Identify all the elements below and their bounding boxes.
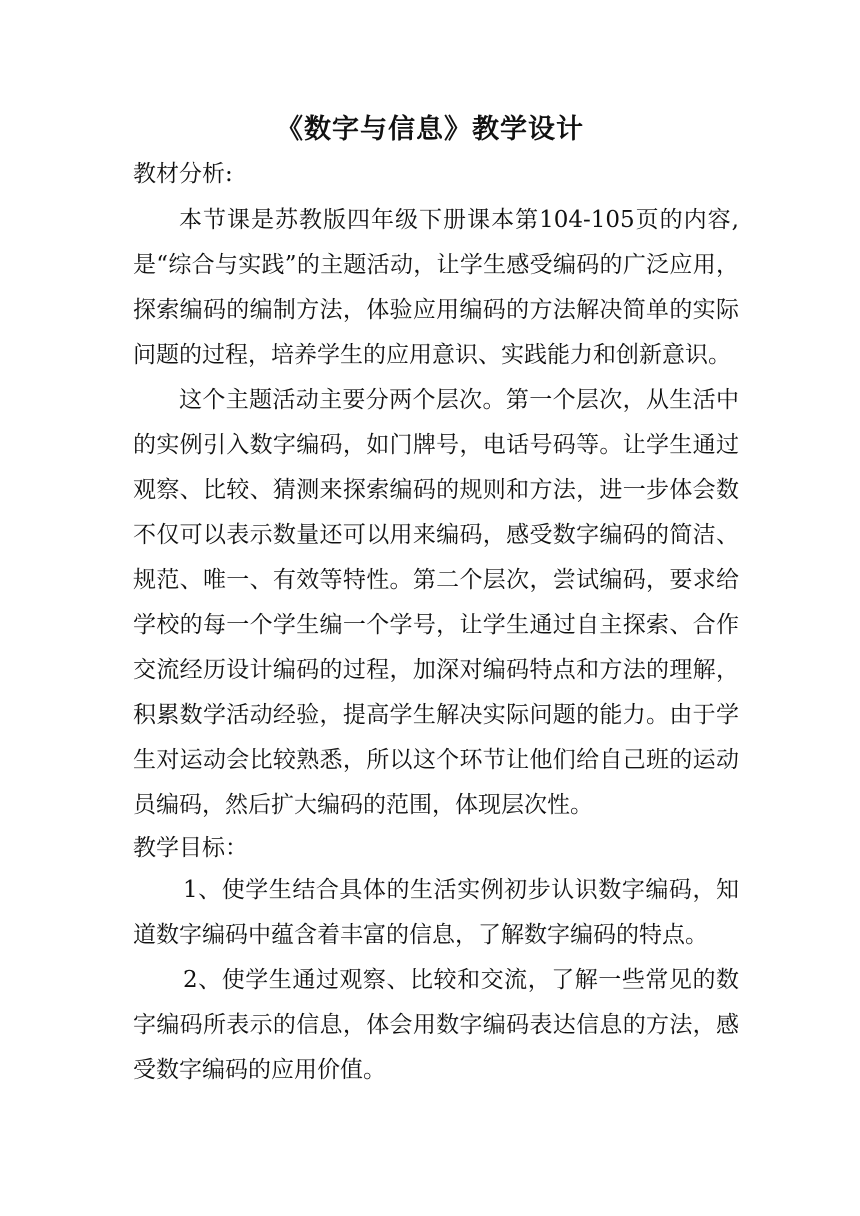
document-body <box>133 154 739 1093</box>
section-heading-material-analysis: 教材分析: <box>133 161 233 187</box>
material-analysis-paragraph-1: 本节课是苏教版四年级下册课本第104-105页的内容,是“综合与实践”的主题活动，让学生感受编码的广泛应用，探索编码的编制方法，体验应用编码的方法解决简单的实际问题的过程，培养学生的应用意识、实践能力和创新意识。 <box>133 207 739 368</box>
teaching-objective-1: 1、使学生结合具体的生活实例初步认识数字编码，知道数字编码中蕴含着丰富的信息，了解数字编码的特点。 <box>133 877 739 948</box>
document-title: 《数字与信息》教学设计 <box>276 114 584 145</box>
material-analysis-paragraph-2: 这个主题活动主要分两个层次。第一个层次，从生活中的实例引入数字编码，如门牌号，电话号码等。让学生通过观察、比较、猜测来探索编码的规则和方法，进一步体会数不仅可以表示数量还可以用来编码，感受数字编码的简洁、规范、唯一、有效等特性。第二个层次，尝试编码，要求给学校的每一个学生编一个学号，让学生通过自主探索、合作交流经历设计编码的过程，加深对编码特点和方法的理解，积累数学活动经验，提高学生解决实际问题的能力。由于学生对运动会比较熟悉，所以这个环节让他们给自己班的运动员编码，然后扩大编码的范围，体现层次性。 <box>133 387 739 818</box>
teaching-objective-2: 2、使学生通过观察、比较和交流，了解一些常见的数字编码所表示的信息，体会用数字编码表达信息的方法，感受数字编码的应用价值。 <box>133 967 739 1083</box>
section-heading-teaching-objectives: 教学目标： <box>133 835 248 861</box>
